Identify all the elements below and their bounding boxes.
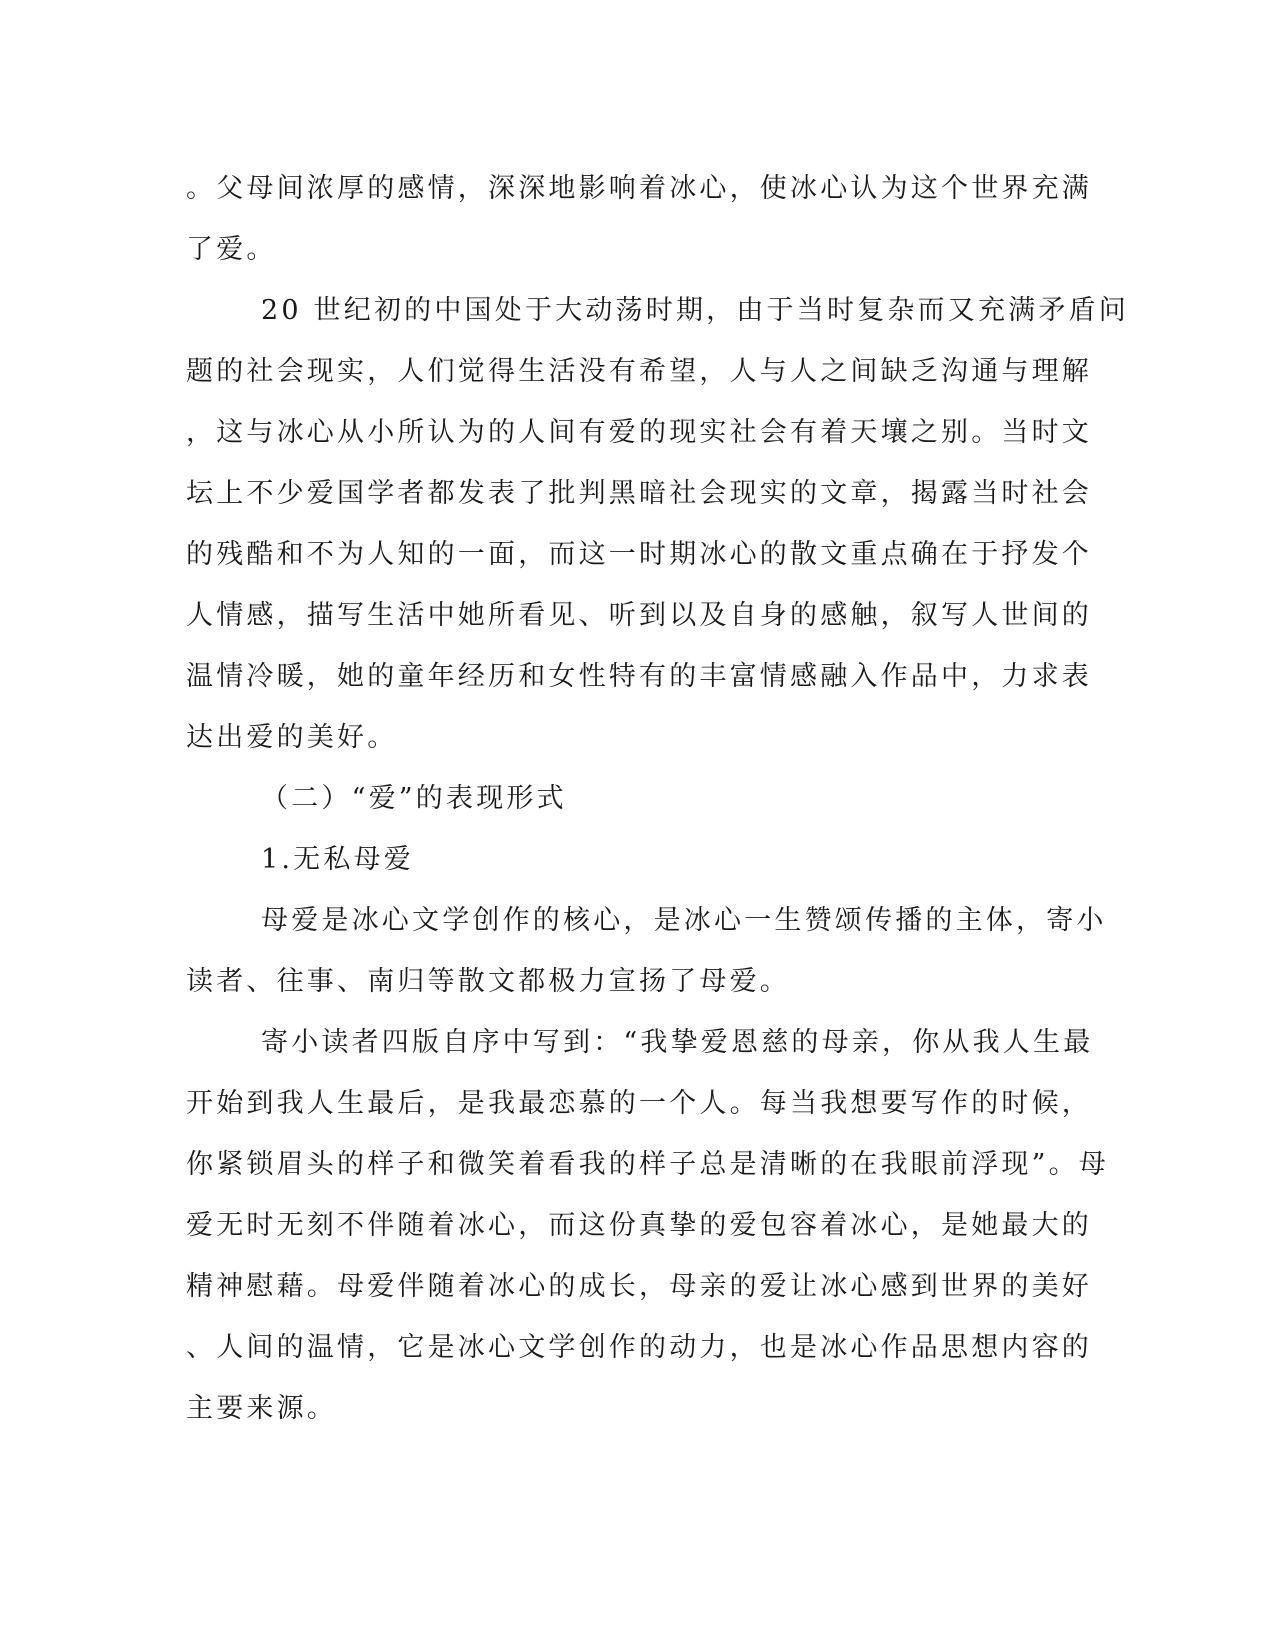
paragraph-start-line: 母爱是冰心文学创作的核心，是冰心一生赞颂传播的主体，寄小 <box>261 905 1107 936</box>
text-line: 、人间的温情，它是冰心文学创作的动力，也是冰心作品思想内容的 <box>186 1332 1092 1363</box>
text-line: 题的社会现实，人们觉得生活没有希望，人与人之间缺乏沟通与理解 <box>186 356 1092 387</box>
text-line: 开始到我人生最后，是我最恋慕的一个人。每当我想要写作的时候， <box>186 1088 1092 1119</box>
document-body <box>186 158 1129 1439</box>
subsection-heading: 1.无私母爱 <box>261 844 414 875</box>
text-line: 人情感，描写生活中她所看见、听到以及自身的感触，叙写人世间的 <box>186 600 1092 631</box>
text-line: 。父母间浓厚的感情，深深地影响着冰心，使冰心认为这个世界充满 <box>186 173 1092 204</box>
text-line: 温情冷暖，她的童年经历和女性特有的丰富情感融入作品中，力求表 <box>186 661 1092 692</box>
text-line: 你紧锁眉头的样子和微笑着看我的样子总是清晰的在我眼前浮现”。母 <box>186 1149 1110 1180</box>
paragraph-start-line: 寄小读者四版自序中写到：“我挚爱恩慈的母亲，你从我人生最 <box>261 1027 1094 1058</box>
text-line: 读者、往事、南归等散文都极力宣扬了母爱。 <box>186 966 790 997</box>
text-line: 爱无时无刻不伴随着冰心，而这份真挚的爱包容着冰心，是她最大的 <box>186 1210 1092 1241</box>
text-line: 主要来源。 <box>186 1393 337 1424</box>
section-heading: （二）“爱”的表现形式 <box>261 783 567 814</box>
text-line: ，这与冰心从小所认为的人间有爱的现实社会有着天壤之别。当时文 <box>186 417 1092 448</box>
paragraph-start-line: 20 世纪初的中国处于大动荡时期，由于当时复杂而又充满矛盾问 <box>261 295 1129 326</box>
text-line: 精神慰藉。母爱伴随着冰心的成长，母亲的爱让冰心感到世界的美好 <box>186 1271 1092 1302</box>
text-line: 坛上不少爱国学者都发表了批判黑暗社会现实的文章，揭露当时社会 <box>186 478 1092 509</box>
text-line: 达出爱的美好。 <box>186 722 398 753</box>
text-line: 了爱。 <box>186 234 277 265</box>
text-line: 的残酷和不为人知的一面，而这一时期冰心的散文重点确在于抒发个 <box>186 539 1092 570</box>
